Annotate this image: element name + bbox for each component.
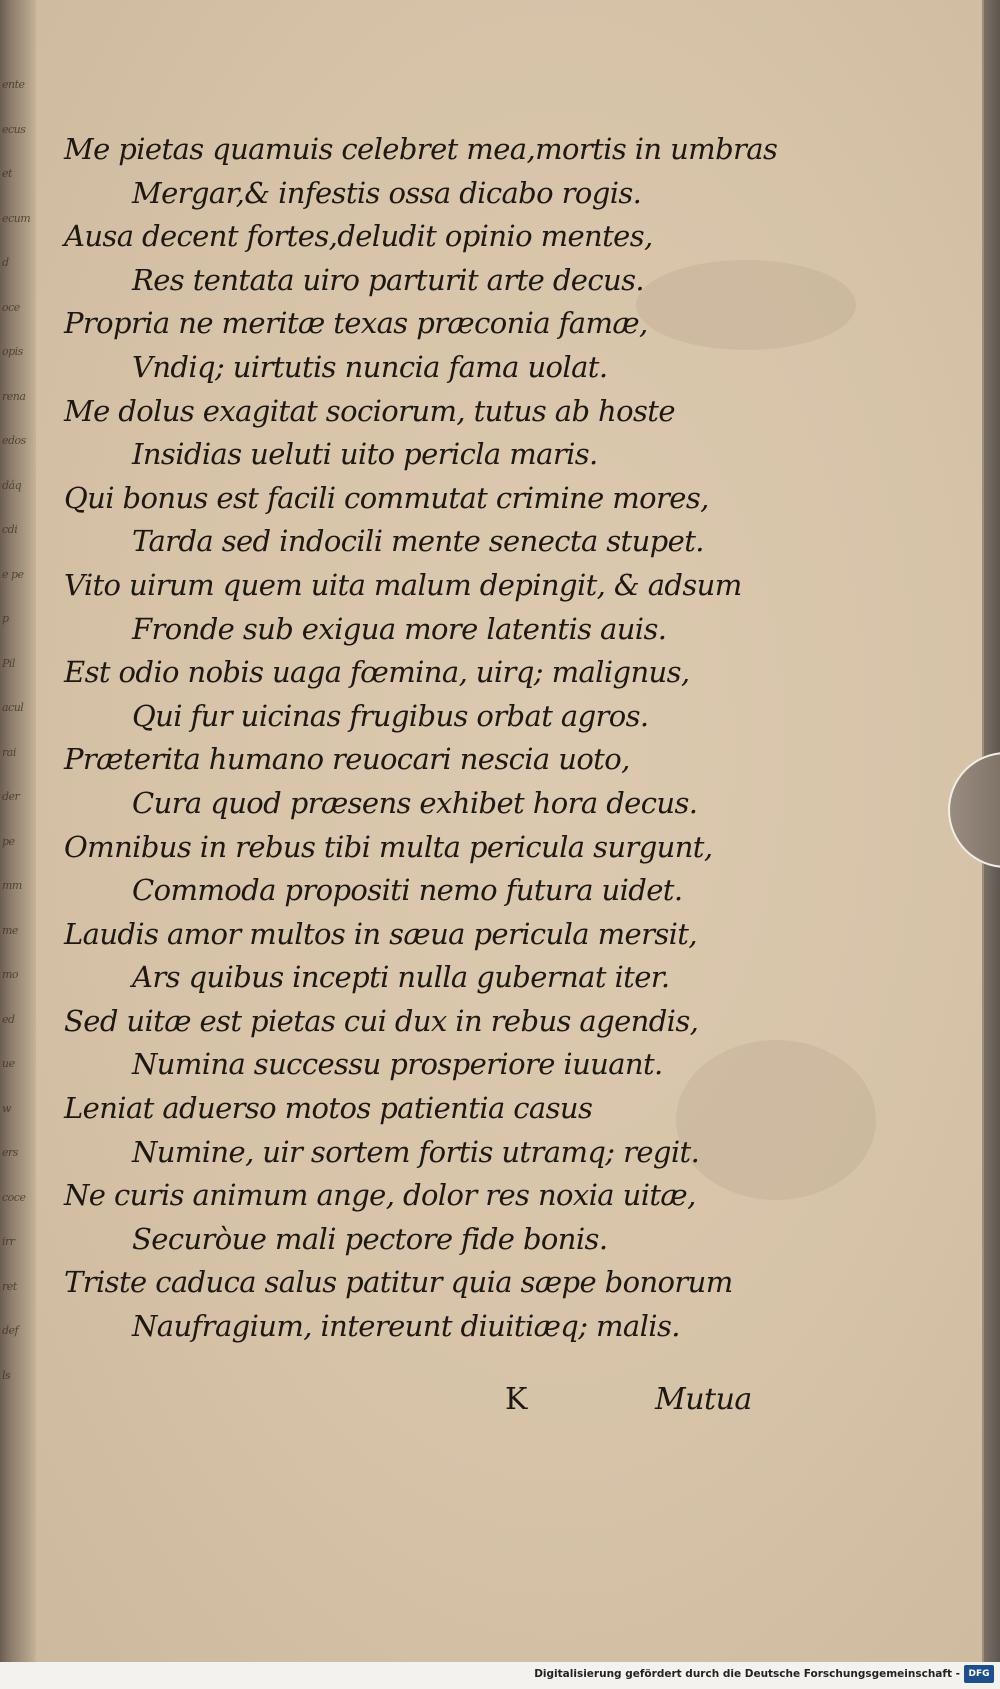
catchword: Mutua (655, 1382, 752, 1417)
prev-page-fragment: pe (2, 834, 15, 848)
prev-page-fragment: Pil (2, 656, 15, 670)
verse-line: Ausa decent fortes,deludit opinio mentes, (64, 219, 653, 254)
prev-page-fragment: cdi (2, 523, 18, 536)
dfg-logo: DFG (964, 1665, 994, 1683)
prev-page-fragment: oce (2, 300, 20, 314)
prev-page-fragment: e pe (2, 567, 24, 581)
prev-page-fragment: coce (2, 1190, 26, 1204)
verse-line: Mergar,& infestis ossa dicabo rogis. (132, 175, 642, 210)
verse-line: Est odio nobis uaga fœmina, uirq; malignus, (64, 655, 690, 690)
prev-page-fragment: rena (2, 389, 26, 403)
prev-page-fragment: me (2, 923, 18, 937)
verse-line: Fronde sub exigua more latentis auis. (132, 611, 667, 646)
verse-line: Numina successu prosperiore iuuant. (132, 1047, 663, 1082)
prev-page-fragment: dáq (2, 478, 22, 492)
verse-line: Triste caduca salus patitur quia sæpe bonorum (64, 1265, 733, 1300)
verse-line: Commoda propositi nemo futura uidet. (132, 873, 683, 908)
verse-line: Propria ne meritæ texas præconia famæ, (64, 306, 648, 341)
verse-line: Vndiq; uirtutis nuncia fama uolat. (132, 349, 608, 384)
prev-page-fragment: rai (2, 745, 16, 759)
verse-line: Me pietas quamuis celebret mea,mortis in umbras (64, 132, 778, 166)
prev-page-fragment: ecus (2, 122, 26, 136)
verse-line: Omnibus in rebus tibi multa pericula surgunt, (64, 829, 713, 864)
verse-line: Laudis amor multos in sæua pericula mersit, (64, 916, 697, 951)
verse-line: Leniat aduerso motos patientia casus (64, 1091, 593, 1126)
prev-page-fragment: mo (2, 968, 19, 981)
prev-page-fragment: w (2, 1101, 11, 1115)
verse-line: Numine, uir sortem fortis utramq; regit. (132, 1134, 700, 1169)
verse-line: Tarda sed indocili mente senecta stupet. (132, 524, 704, 559)
prev-page-fragment: ue (2, 1057, 15, 1070)
poem-text (64, 128, 778, 1349)
verse-line: Ars quibus incepti nulla gubernat iter. (132, 960, 670, 995)
verse-line: Præterita humano reuocari nescia uoto, (64, 742, 630, 777)
prev-page-fragment: edos (2, 434, 26, 447)
prev-page-fragment: der (2, 790, 20, 803)
verse-line: Qui bonus est facili commutat crimine mores, (64, 480, 709, 515)
prev-page-fragment: def (2, 1324, 19, 1337)
verse-line: Res tentata uiro parturit arte decus. (132, 262, 644, 297)
prev-page-fragment: p (2, 612, 9, 625)
prev-page-fragment: ers (2, 1146, 18, 1159)
verse-line: Me dolus exagitat sociorum, tutus ab hoste (64, 393, 675, 428)
verse-line: Ne curis animum ange, dolor res noxia uitæ, (64, 1178, 696, 1213)
prev-page-fragment: et (2, 167, 12, 180)
prev-page-fragment: ente (2, 78, 25, 91)
prev-page-fragment: irr (2, 1235, 15, 1248)
prev-page-fragment: ed (2, 1012, 15, 1026)
prev-page-fragment: acul (2, 701, 24, 714)
prev-page-fragment: opis (2, 345, 23, 358)
verse-line: Vito uirum quem uita malum depingit, & adsum (64, 567, 742, 602)
verse-line: Cura quod præsens exhibet hora decus. (132, 785, 698, 820)
prev-page-fragment: ecum (2, 211, 31, 225)
verse-line: Naufragium, intereunt diuitiæq; malis. (132, 1309, 680, 1344)
prev-page-fragment: mm (2, 879, 22, 892)
verse-line: Sed uitæ est pietas cui dux in rebus agendis, (64, 1003, 699, 1038)
signature-mark: K (505, 1382, 528, 1417)
previous-page-edge (0, 0, 36, 1662)
funding-credit: Digitalisierung gefördert durch die Deutsche Forschungsgemeinschaft - (534, 1668, 960, 1680)
prev-page-fragment: d (2, 256, 9, 269)
prev-page-fragment: ls (2, 1368, 11, 1382)
verse-line: Securòue mali pectore fide bonis. (132, 1221, 608, 1256)
verse-line: Qui fur uicinas frugibus orbat agros. (132, 698, 649, 733)
prev-page-fragment: ret (2, 1279, 17, 1293)
verse-line: Insidias ueluti uito pericla maris. (132, 437, 598, 472)
